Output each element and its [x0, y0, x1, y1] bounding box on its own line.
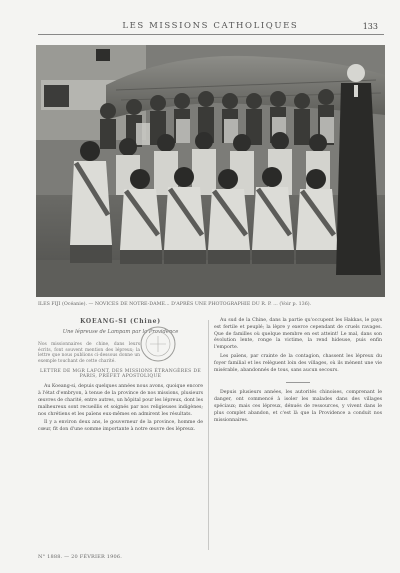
photograph [36, 45, 385, 297]
header-rule [38, 34, 384, 35]
library-stamp-icon [138, 322, 178, 366]
group-photo-illustration [36, 45, 385, 297]
section-title: KOEANG-SI (Chine) [80, 318, 161, 325]
journal-title: LES MISSIONS CATHOLIQUES [122, 21, 299, 31]
left-column [38, 318, 203, 434]
body-paragraph: Il y a environ deux ans, le gouverneur de la province, homme de cœur, fit don d'une somme importante à notre œuvre des lépreux. [38, 420, 203, 433]
body-paragraph: Au Koeang-si, depuis quelques années nous avons, quoique encore à l'état d'embryon, à tenue de la province de nos missions, plusieurs œuvres de charité, entre autres, un hôpital pour les lépreux, dont les malheureux sont recueillis et soignés par nos religieuses indigènes; nos chrétiens et les païens eux-mêmes en admirent les résultats. [38, 384, 203, 417]
body-paragraph: Depuis plusieurs années, les autorités chinoises, comprenant le danger, ont commencé à isoler les malades dans des villages spéciaux; mais ces lépreux, dénués de ressources, y vivent dans le plus complet abandon, et c'est là que la Providence a conduit nos missionnaires. [214, 390, 382, 423]
right-column [214, 318, 382, 424]
letter-heading: LETTRE DE MGR LAFONT, DES MISSIONS ÉTRANGÈRES DE PARIS, PRÉFET APOSTOLIQUE [39, 369, 201, 380]
section-abstract: Nos missionnaires de chine, dans leurs écrits, font souvent mention des lépreux; la lettre que nous publions ci-dessous donne un exemple touchant de cette charité. [38, 342, 140, 364]
section-subtitle: Une lépreuse de Lampam par la Providence [62, 329, 179, 335]
issue-footer: N° 1888. — 20 FÉVRIER 1906. [38, 554, 123, 560]
running-header [38, 20, 378, 32]
body-paragraph: Au sud de la Chine, dans la partie qu'occupent les Hakkas, le pays est fertile et peuplé; la lèpre y exerce cependant de cruels ravages. Que de familles où quelque membre en est atteint! Le mal, dans son évolution lente, ronge la victime, la rend hideuse, puis enfin l'emporte. [214, 318, 382, 351]
body-paragraph: Les païens, par crainte de la contagion, chassent les lépreux du foyer familial et les relèguent loin des villages, où ils mènent une vie misérable, abandonnés de tous, sans aucun secours. [214, 353, 382, 373]
page-number: 133 [362, 21, 378, 31]
photo-caption: ILES FIJI (Océanie). — NOVICES DE NOTRE-DAME... D'APRÈS UNE PHOTOGRAPHIE DU R. P. ... (Voir p. 136). [38, 302, 312, 307]
column-divider [208, 320, 209, 550]
section-separator [286, 382, 310, 383]
